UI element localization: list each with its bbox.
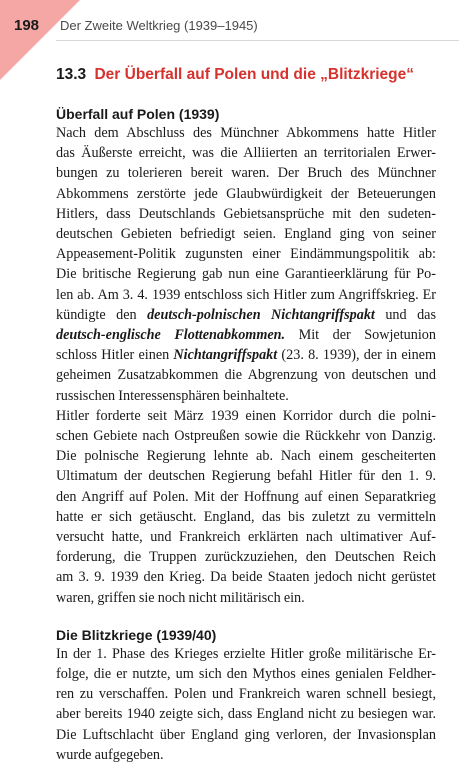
section-title-text: Der Überfall auf Polen und die „Blitzkriege“	[94, 66, 415, 83]
text-line	[56, 365, 436, 385]
text-line	[56, 507, 436, 527]
text-run: und das	[374, 306, 436, 323]
text-line	[56, 305, 436, 325]
text-run: forderung, die Truppen zurückzuziehen, den Deutschen Reich	[56, 549, 436, 566]
text-run: Die Luftschlacht über England ging verloren, der Invasionsplan	[56, 726, 436, 743]
text-line	[56, 184, 436, 204]
text-line	[56, 704, 436, 724]
text-run: aber bereits 1940 zeigte sich, dass England nicht zu besiegen war.	[56, 706, 436, 723]
text-run: ren zu verschaffen. Polen und Frankreich waren schnell besiegt,	[56, 686, 436, 703]
subsection-heading: Die Blitzkriege (1939/40)	[56, 626, 217, 643]
body-paragraph	[56, 644, 436, 765]
text-run: hatte er sich getäuscht. England, das bis zuletzt zu vermitteln	[56, 508, 436, 525]
text-line	[56, 224, 436, 244]
text-line	[56, 644, 436, 664]
text-line	[56, 588, 436, 608]
text-run: russischen Interessensphären beinhaltete.	[56, 387, 289, 404]
text-line	[56, 143, 436, 163]
text-run: (23. 8. 1939), der in einem	[277, 347, 436, 364]
subsection-heading: Überfall auf Polen (1939)	[56, 106, 220, 122]
emphasized-term: deutsch-polnischen Nichtangriffspakt	[147, 306, 375, 323]
text-run: schen Gebiete nach Ostpreußen sowie die Rückkehr von Danzig.	[56, 428, 436, 445]
text-line	[56, 406, 436, 426]
text-line	[56, 426, 436, 446]
section-number: 13.3	[56, 66, 87, 83]
text-run: Hitlers, dass Deutschlands Gebietsansprüche mit den sudeten-	[56, 205, 436, 222]
text-run: wurde aufgegeben.	[56, 746, 164, 763]
section-title	[56, 66, 436, 84]
text-line	[56, 264, 436, 284]
text-line	[56, 123, 436, 143]
text-line	[56, 466, 436, 486]
text-run: deutschen Gebieten befriedigt seien. England ging von seiner	[56, 226, 436, 243]
text-line	[56, 684, 436, 704]
text-run: len ab. Am 3. 4. 1939 entschloss sich Hitler zum Angriffskrieg. Er	[56, 286, 436, 303]
emphasized-term: Nichtangriffspakt	[173, 347, 278, 364]
text-run: versucht hatte, und Frankreich erklärten nach ultimativer Auf-	[56, 529, 436, 546]
text-line	[56, 204, 436, 224]
text-run: Ultimatum der deutschen Regierung befahl Hitler für den 1. 9.	[56, 468, 436, 485]
text-run: Appeasement-Politik zugunsten einer Eindämmungspolitik ab:	[56, 246, 436, 263]
text-line	[56, 567, 436, 587]
text-line	[56, 725, 436, 745]
text-run: folge, die er nutzte, um sich den Mythos eines genialen Feldher-	[56, 666, 436, 683]
text-run: das Äußerste erreicht, was die Alliierten an territorialen Erwer-	[56, 145, 436, 162]
text-line	[56, 664, 436, 684]
body-paragraph	[56, 123, 436, 406]
text-line	[56, 446, 436, 466]
text-line	[56, 386, 436, 406]
text-run: schloss Hitler einen	[56, 347, 174, 364]
text-run: bungen zu tolerieren bereit waren. Der Bruch des Münchner	[56, 165, 436, 182]
text-line	[56, 745, 436, 765]
page-content	[56, 66, 436, 765]
text-run: In der 1. Phase des Krieges erzielte Hitler große militärische Er-	[56, 645, 436, 662]
header-divider	[56, 40, 459, 41]
text-run: waren, griffen sie noch nicht militärisch ein.	[56, 589, 305, 606]
emphasized-term: deutsch-englische Flottenabkommen.	[56, 327, 286, 344]
text-run: Nach dem Abschluss des Münchner Abkommens hatte Hitler	[56, 125, 436, 141]
running-head: Der Zweite Weltkrieg (1939–1945)	[60, 18, 258, 33]
text-blocks	[56, 106, 436, 765]
text-line	[56, 547, 436, 567]
page-number: 198	[14, 17, 40, 34]
text-line	[56, 527, 436, 547]
text-run: geheimen Zusatzabkommen die Abgrenzung von deutschen und	[56, 367, 436, 384]
text-line	[56, 244, 436, 264]
text-run: den Angriff auf Polen. Mit der Hoffnung auf einen Separatkrieg	[56, 488, 436, 505]
text-run: Mit der Sowjetunion	[285, 327, 436, 344]
text-line	[56, 325, 436, 345]
text-line	[56, 285, 436, 305]
body-paragraph	[56, 406, 436, 608]
block-gap	[56, 608, 436, 627]
text-run: Hitler forderte seit März 1939 einen Korridor durch die polni-	[56, 407, 436, 424]
text-run: Die polnische Regierung lehnte ab. Nach einem gescheiterten	[56, 448, 436, 465]
text-run: kündigte den	[56, 306, 148, 323]
text-run: Abkommens zerstörte jede Glaubwürdigkeit der Beteuerungen	[56, 185, 436, 202]
text-run: Die britische Regierung gab nun eine Garantieerklärung für Po-	[56, 266, 436, 283]
text-run: am 3. 9. 1939 den Krieg. Da beide Staaten jedoch nicht gerüstet	[56, 569, 436, 586]
text-line	[56, 345, 436, 365]
text-line	[56, 163, 436, 183]
text-line	[56, 487, 436, 507]
